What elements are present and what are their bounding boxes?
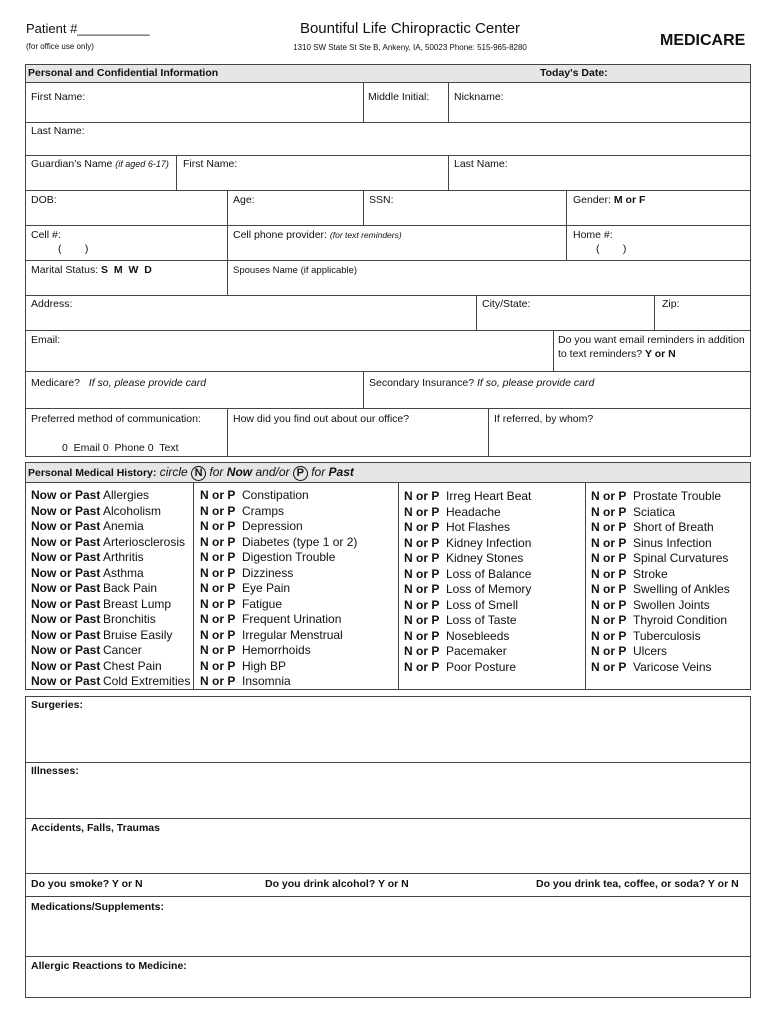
zip-field[interactable]: Zip: bbox=[662, 298, 680, 310]
cell-field[interactable]: Cell #: bbox=[31, 229, 61, 241]
cell-provider-field[interactable]: Cell phone provider: (for text reminders) bbox=[233, 229, 402, 241]
now-or-past-choice[interactable]: N or P bbox=[404, 597, 440, 612]
condition-label: Sinus Infection bbox=[633, 535, 712, 550]
condition-label: Anemia bbox=[103, 519, 144, 533]
condition-row[interactable] bbox=[200, 612, 357, 628]
condition-row[interactable] bbox=[591, 629, 730, 645]
condition-row[interactable] bbox=[200, 504, 357, 520]
now-or-past-choice[interactable]: N or P bbox=[200, 674, 236, 688]
condition-row[interactable] bbox=[200, 581, 357, 597]
now-or-past-choice[interactable]: N or P bbox=[404, 535, 440, 550]
condition-row[interactable] bbox=[591, 567, 730, 583]
condition-label: Insomnia bbox=[242, 674, 291, 688]
condition-row[interactable] bbox=[591, 613, 730, 629]
condition-row[interactable] bbox=[31, 628, 190, 644]
now-or-past-choice[interactable]: N or P bbox=[591, 613, 627, 627]
now-or-past-choice[interactable]: Now or Past bbox=[31, 581, 101, 595]
condition-label: Stroke bbox=[633, 566, 668, 581]
clinic-address: 1310 SW State St Ste B, Ankeny, IA, 50023 Phone: 515-965-8280 bbox=[293, 43, 527, 52]
now-or-past-choice[interactable]: Now or Past bbox=[31, 612, 101, 626]
condition-row[interactable] bbox=[404, 613, 531, 629]
condition-label: Loss of Balance bbox=[446, 566, 532, 581]
condition-row[interactable] bbox=[591, 598, 730, 614]
now-or-past-choice[interactable]: N or P bbox=[200, 581, 236, 595]
secondary-insurance-field[interactable]: Secondary Insurance? If so, please provide card bbox=[369, 377, 595, 389]
condition-row[interactable] bbox=[200, 535, 357, 551]
now-or-past-choice[interactable]: N or P bbox=[404, 644, 440, 658]
condition-label: Thyroid Condition bbox=[633, 613, 728, 627]
condition-label: Breast Lump bbox=[103, 596, 172, 611]
condition-label: Depression bbox=[242, 519, 303, 533]
caffeine-question[interactable]: Do you drink tea, coffee, or soda? Y or N bbox=[536, 878, 739, 890]
condition-row[interactable] bbox=[31, 659, 190, 675]
condition-row[interactable] bbox=[404, 489, 531, 505]
condition-label: Allergies bbox=[103, 488, 150, 502]
now-or-past-choice[interactable]: N or P bbox=[591, 628, 627, 643]
condition-label: Back Pain bbox=[103, 581, 158, 595]
condition-row[interactable] bbox=[31, 566, 190, 582]
condition-label: Frequent Urination bbox=[242, 612, 342, 626]
condition-row[interactable] bbox=[31, 550, 190, 566]
clinic-name: Bountiful Life Chiropractic Center bbox=[299, 20, 521, 37]
condition-row[interactable] bbox=[404, 536, 531, 552]
now-or-past-choice[interactable]: Now or Past bbox=[31, 627, 101, 642]
history-column-2 bbox=[200, 488, 357, 690]
condition-row[interactable] bbox=[404, 582, 531, 598]
accidents-field[interactable]: Accidents, Falls, Traumas bbox=[31, 822, 160, 834]
now-or-past-choice[interactable]: N or P bbox=[404, 628, 440, 643]
condition-label: Cold Extremities bbox=[103, 674, 191, 688]
now-or-past-choice[interactable]: N or P bbox=[200, 596, 236, 611]
smoke-question[interactable]: Do you smoke? Y or N bbox=[31, 878, 143, 890]
condition-row[interactable] bbox=[31, 581, 190, 597]
condition-row[interactable] bbox=[591, 551, 730, 567]
todays-date-field[interactable]: Today's Date: bbox=[540, 67, 608, 79]
email-reminders-question[interactable]: Do you want email reminders in addition to text reminders? Y or N bbox=[558, 334, 745, 360]
now-or-past-choice[interactable]: N or P bbox=[200, 534, 236, 549]
now-or-past-choice[interactable]: Now or Past bbox=[31, 658, 101, 673]
condition-row[interactable] bbox=[404, 629, 531, 645]
condition-label: Spinal Curvatures bbox=[633, 551, 729, 565]
found-us-field[interactable]: How did you find out about our office? bbox=[233, 413, 410, 425]
now-or-past-choice[interactable]: Now or Past bbox=[31, 503, 101, 518]
condition-label: Loss of Smell bbox=[446, 597, 519, 612]
condition-label: Poor Posture bbox=[446, 659, 517, 674]
condition-row[interactable] bbox=[591, 520, 730, 536]
now-or-past-choice[interactable]: N or P bbox=[200, 643, 236, 657]
condition-label: Varicose Veins bbox=[633, 659, 712, 674]
plan-title: MEDICARE bbox=[660, 32, 746, 49]
condition-row[interactable] bbox=[591, 644, 730, 660]
personal-info-title: Personal and Confidential Information bbox=[28, 67, 219, 79]
now-or-past-choice[interactable]: N or P bbox=[404, 659, 440, 674]
now-or-past-choice[interactable]: Now or Past bbox=[31, 534, 101, 549]
home-area-code: ( ) bbox=[596, 243, 627, 255]
condition-label: Tuberculosis bbox=[633, 628, 701, 643]
condition-label: Arthritis bbox=[103, 550, 144, 564]
email-field[interactable]: Email: bbox=[31, 334, 61, 346]
now-or-past-choice[interactable]: N or P bbox=[404, 551, 440, 565]
condition-label: Irreg Heart Beat bbox=[446, 489, 532, 503]
condition-row[interactable] bbox=[591, 660, 730, 676]
condition-row[interactable] bbox=[404, 567, 531, 583]
city-state-field[interactable]: City/State: bbox=[482, 298, 531, 310]
condition-row[interactable] bbox=[31, 597, 190, 613]
history-column-1 bbox=[31, 488, 190, 690]
now-or-past-choice[interactable]: N or P bbox=[591, 659, 627, 674]
now-or-past-choice[interactable]: N or P bbox=[591, 489, 627, 503]
now-or-past-choice[interactable]: N or P bbox=[200, 612, 236, 626]
condition-label: Kidney Stones bbox=[446, 551, 524, 565]
condition-label: Eye Pain bbox=[242, 581, 291, 595]
now-or-past-choice[interactable]: N or P bbox=[404, 489, 440, 503]
condition-row[interactable] bbox=[31, 674, 190, 690]
surgeries-field[interactable]: Surgeries: bbox=[31, 699, 83, 711]
now-or-past-choice[interactable]: N or P bbox=[591, 535, 627, 550]
medical-history-title: Personal Medical History: circle N for Now and/or P for Past bbox=[28, 465, 354, 479]
condition-label: Swelling of Ankles bbox=[633, 582, 730, 596]
condition-label: Headache bbox=[446, 504, 501, 519]
now-or-past-choice[interactable]: N or P bbox=[200, 658, 236, 673]
now-or-past-choice[interactable]: N or P bbox=[200, 565, 236, 580]
history-column-3 bbox=[404, 489, 531, 675]
condition-label: Bruise Easily bbox=[103, 627, 173, 642]
condition-row[interactable] bbox=[200, 643, 357, 659]
condition-row[interactable] bbox=[200, 488, 357, 504]
condition-row[interactable] bbox=[404, 520, 531, 536]
condition-label: Prostate Trouble bbox=[633, 489, 722, 503]
first-name-field[interactable]: First Name: bbox=[31, 91, 86, 103]
condition-row[interactable] bbox=[200, 628, 357, 644]
condition-label: Nosebleeds bbox=[446, 628, 510, 643]
preferred-communication-options[interactable]: 0 Email 0 Phone 0 Text bbox=[62, 442, 179, 454]
condition-row[interactable] bbox=[404, 644, 531, 660]
now-or-past-choice[interactable]: N or P bbox=[404, 504, 440, 519]
condition-row[interactable] bbox=[200, 566, 357, 582]
condition-row[interactable] bbox=[404, 505, 531, 521]
guardian-name-field[interactable]: Guardian's Name (if aged 6-17) bbox=[31, 158, 169, 170]
condition-row[interactable] bbox=[200, 519, 357, 535]
condition-label: Irregular Menstrual bbox=[242, 627, 343, 642]
condition-row[interactable] bbox=[200, 674, 357, 690]
other-history-table bbox=[25, 696, 751, 998]
condition-row[interactable] bbox=[591, 489, 730, 505]
condition-label: Asthma bbox=[103, 565, 144, 580]
now-or-past-choice[interactable]: N or P bbox=[404, 582, 440, 596]
address-field[interactable]: Address: bbox=[31, 298, 73, 310]
now-or-past-choice[interactable]: N or P bbox=[404, 520, 440, 534]
now-or-past-choice[interactable]: N or P bbox=[591, 566, 627, 581]
condition-row[interactable] bbox=[31, 535, 190, 551]
condition-row[interactable] bbox=[591, 536, 730, 552]
now-or-past-choice[interactable]: N or P bbox=[200, 627, 236, 642]
now-or-past-choice[interactable]: Now or Past bbox=[31, 488, 101, 502]
illnesses-field[interactable]: Illnesses: bbox=[31, 765, 79, 777]
condition-label: Ulcers bbox=[633, 644, 668, 658]
now-or-past-choice[interactable]: N or P bbox=[591, 644, 627, 658]
patient-number-label: Patient #__________ bbox=[26, 21, 150, 36]
condition-label: Sciatica bbox=[633, 504, 676, 519]
marital-status-field[interactable]: Marital Status: S M W D bbox=[31, 264, 152, 276]
condition-row[interactable] bbox=[591, 505, 730, 521]
condition-label: Constipation bbox=[242, 488, 309, 502]
condition-row[interactable] bbox=[404, 551, 531, 567]
now-circle-icon: N bbox=[191, 466, 206, 481]
condition-row[interactable] bbox=[404, 598, 531, 614]
allergic-reactions-field[interactable]: Allergic Reactions to Medicine: bbox=[31, 960, 187, 972]
now-or-past-choice[interactable]: N or P bbox=[591, 597, 627, 612]
preferred-communication-field[interactable]: Preferred method of communication: bbox=[31, 413, 201, 425]
now-or-past-choice[interactable]: Now or Past bbox=[31, 643, 101, 657]
now-or-past-choice[interactable]: N or P bbox=[404, 613, 440, 627]
spouse-name-field[interactable]: Spouses Name (if applicable) bbox=[233, 265, 358, 276]
guardian-last-name-field[interactable]: Last Name: bbox=[454, 158, 508, 170]
ssn-field[interactable]: SSN: bbox=[369, 194, 394, 206]
condition-row[interactable] bbox=[200, 659, 357, 675]
cell-area-code: ( ) bbox=[58, 243, 89, 255]
condition-label: Swollen Joints bbox=[633, 597, 710, 612]
last-name-field[interactable]: Last Name: bbox=[31, 125, 85, 137]
dob-field[interactable]: DOB: bbox=[31, 194, 57, 206]
condition-label: Loss of Memory bbox=[446, 582, 532, 596]
medications-field[interactable]: Medications/Supplements: bbox=[31, 901, 165, 913]
condition-row[interactable] bbox=[31, 488, 190, 504]
office-use-note: (for office use only) bbox=[26, 42, 94, 51]
condition-label: Pacemaker bbox=[446, 644, 507, 658]
nickname-field[interactable]: Nickname: bbox=[454, 91, 504, 103]
now-or-past-choice[interactable]: Now or Past bbox=[31, 565, 101, 580]
now-or-past-choice[interactable]: N or P bbox=[591, 582, 627, 596]
home-phone-field[interactable]: Home #: bbox=[573, 229, 613, 241]
alcohol-question[interactable]: Do you drink alcohol? Y or N bbox=[265, 878, 409, 890]
condition-row[interactable] bbox=[200, 597, 357, 613]
past-circle-icon: P bbox=[293, 466, 308, 481]
condition-label: Arteriosclerosis bbox=[103, 534, 186, 549]
condition-label: Fatigue bbox=[242, 596, 283, 611]
now-or-past-choice[interactable]: Now or Past bbox=[31, 550, 101, 564]
condition-label: Chest Pain bbox=[103, 658, 162, 673]
now-or-past-choice[interactable]: Now or Past bbox=[31, 596, 101, 611]
middle-initial-field[interactable]: Middle Initial: bbox=[368, 91, 430, 103]
history-column-4 bbox=[591, 489, 730, 675]
guardian-first-name-field[interactable]: First Name: bbox=[183, 158, 238, 170]
condition-label: Loss of Taste bbox=[446, 613, 517, 627]
condition-label: Hot Flashes bbox=[446, 520, 511, 534]
condition-label: Hemorrhoids bbox=[242, 643, 311, 657]
condition-row[interactable] bbox=[31, 519, 190, 535]
referred-by-field[interactable]: If referred, by whom? bbox=[494, 413, 594, 425]
now-or-past-choice[interactable]: Now or Past bbox=[31, 674, 101, 688]
now-or-past-choice[interactable]: N or P bbox=[591, 551, 627, 565]
condition-label: Cramps bbox=[242, 503, 285, 518]
condition-label: Bronchitis bbox=[103, 612, 156, 626]
condition-label: High BP bbox=[242, 658, 287, 673]
condition-label: Kidney Infection bbox=[446, 535, 532, 550]
condition-row[interactable] bbox=[404, 660, 531, 676]
age-field[interactable]: Age: bbox=[233, 194, 255, 206]
condition-row[interactable] bbox=[591, 582, 730, 598]
condition-label: Short of Breath bbox=[633, 520, 714, 534]
now-or-past-choice[interactable]: N or P bbox=[404, 566, 440, 581]
condition-row[interactable] bbox=[31, 612, 190, 628]
now-or-past-choice[interactable]: N or P bbox=[200, 503, 236, 518]
now-or-past-choice[interactable]: N or P bbox=[200, 519, 236, 533]
condition-row[interactable] bbox=[200, 550, 357, 566]
condition-label: Dizziness bbox=[242, 565, 294, 580]
medicare-field[interactable]: Medicare? If so, please provide card bbox=[31, 377, 207, 389]
condition-row[interactable] bbox=[31, 643, 190, 659]
now-or-past-choice[interactable]: Now or Past bbox=[31, 519, 101, 533]
now-or-past-choice[interactable]: N or P bbox=[591, 504, 627, 519]
now-or-past-choice[interactable]: N or P bbox=[200, 550, 236, 564]
condition-label: Digestion Trouble bbox=[242, 550, 336, 564]
condition-label: Cancer bbox=[103, 643, 142, 657]
condition-label: Diabetes (type 1 or 2) bbox=[242, 534, 358, 549]
now-or-past-choice[interactable]: N or P bbox=[591, 520, 627, 534]
condition-label: Alcoholism bbox=[103, 503, 162, 518]
gender-field[interactable]: Gender: M or F bbox=[573, 194, 646, 206]
now-or-past-choice[interactable]: N or P bbox=[200, 488, 236, 502]
condition-row[interactable] bbox=[31, 504, 190, 520]
